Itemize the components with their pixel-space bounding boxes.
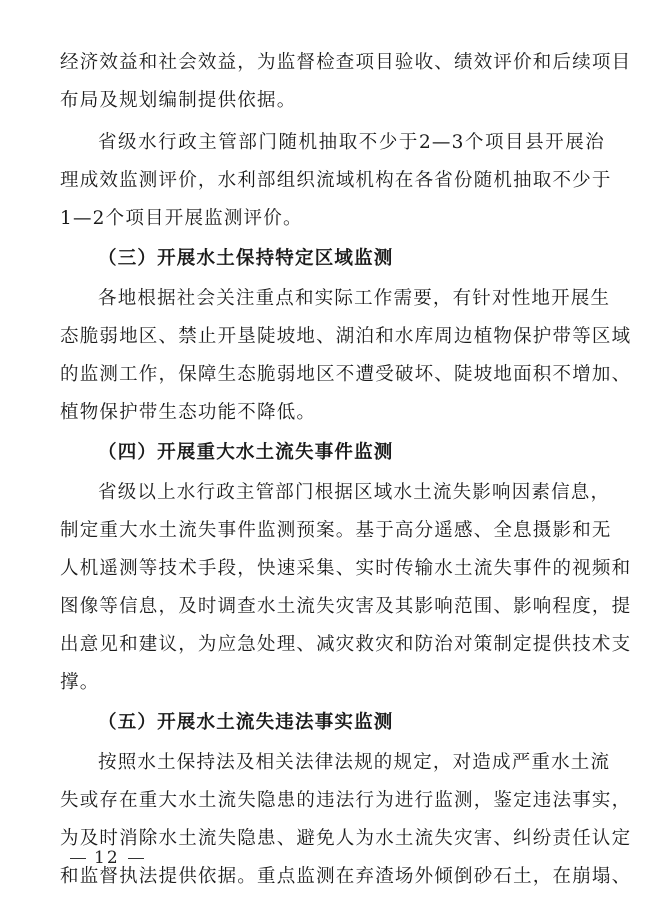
paragraph-line: 为及时消除水土流失隐患、避免人为水土流失灾害、纠纷责任认定 bbox=[60, 828, 632, 849]
section-heading: （五）开展水土流失违法事实监测 bbox=[98, 712, 394, 733]
paragraph-line: 经济效益和社会效益，为监督检查项目验收、绩效评价和后续项目 bbox=[60, 52, 632, 73]
section-heading: （四）开展重大水土流失事件监测 bbox=[98, 442, 394, 463]
paragraph-line: 失或存在重大水土流失隐患的违法行为进行监测，鉴定违法事实， bbox=[60, 790, 632, 811]
paragraph-line: 人机遥测等技术手段，快速采集、实时传输水土流失事件的视频和 bbox=[60, 558, 632, 579]
paragraph-line: 各地根据社会关注重点和实际工作需要，有针对性地开展生 bbox=[98, 288, 611, 309]
paragraph-line: 态脆弱地区、禁止开垦陡坡地、湖泊和水库周边植物保护带等区域 bbox=[60, 326, 632, 347]
paragraph-line: 按照水土保持法及相关法律法规的规定，对造成严重水土流 bbox=[98, 752, 611, 773]
paragraph-line: 的监测工作，保障生态脆弱地区不遭受破坏、陡坡地面积不增加、 bbox=[60, 364, 632, 385]
paragraph-line: 出意见和建议，为应急处理、减灾救灾和防治对策制定提供技术支 bbox=[60, 634, 632, 655]
paragraph-line: 省级水行政主管部门随机抽取不少于2—3个项目县开展治 bbox=[98, 132, 605, 153]
paragraph-line: 撑。 bbox=[60, 672, 100, 693]
section-heading: （三）开展水土保持特定区域监测 bbox=[98, 248, 394, 269]
paragraph-line: 1—2个项目开展监测评价。 bbox=[60, 208, 303, 229]
footer-dash-left bbox=[70, 858, 86, 859]
footer-dash-right bbox=[128, 858, 144, 859]
paragraph-line: 植物保护带生态功能不降低。 bbox=[60, 402, 317, 423]
paragraph-line: 和监督执法提供依据。重点监测在弃渣场外倾倒砂石土，在崩塌、 bbox=[60, 866, 632, 887]
page-number: 12 bbox=[94, 848, 120, 868]
paragraph-line: 省级以上水行政主管部门根据区域水土流失影响因素信息， bbox=[98, 482, 611, 503]
paragraph-line: 理成效监测评价，水利部组织流域机构在各省份随机抽取不少于 bbox=[60, 170, 612, 191]
paragraph-line: 制定重大水土流失事件监测预案。基于高分遥感、全息摄影和无 bbox=[60, 520, 612, 541]
paragraph-line: 布局及规划编制提供依据。 bbox=[60, 90, 297, 111]
paragraph-line: 图像等信息，及时调查水土流失灾害及其影响范围、影响程度，提 bbox=[60, 596, 632, 617]
page-footer bbox=[62, 848, 152, 868]
